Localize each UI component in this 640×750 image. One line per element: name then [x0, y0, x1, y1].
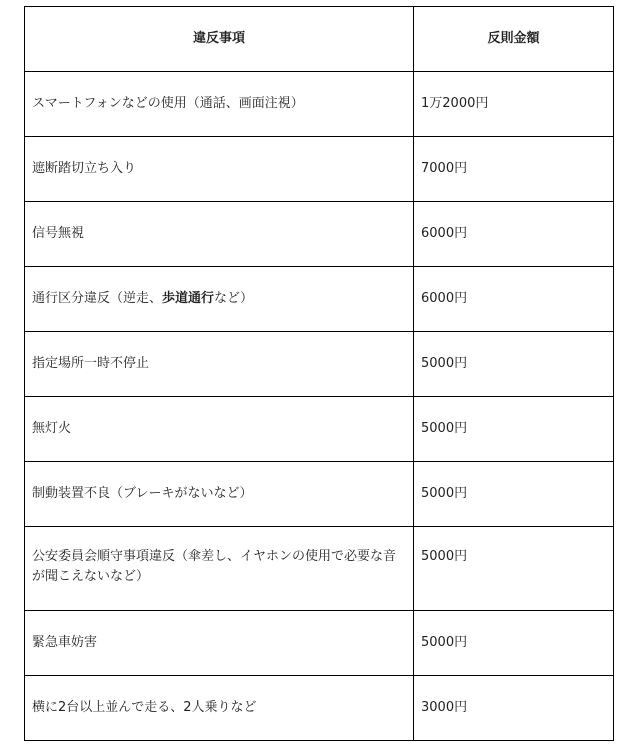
violation-text-suffix: など）	[214, 291, 254, 306]
violation-cell: 遮断踏切立ち入り	[25, 137, 414, 202]
table-row	[25, 397, 614, 462]
table-row	[25, 267, 614, 332]
table-row	[25, 137, 614, 202]
amount-cell: 5000円	[414, 332, 614, 397]
amount-cell: 5000円	[414, 527, 614, 611]
table-row	[25, 611, 614, 676]
table-row	[25, 527, 614, 611]
violation-cell: 横に2台以上並んで走る、2人乗りなど	[25, 676, 414, 741]
violation-cell: 制動装置不良（ブレーキがないなど）	[25, 462, 414, 527]
amount-cell: 3000円	[414, 676, 614, 741]
violation-cell: 公安委員会順守事項違反（傘差し、イヤホンの使用で必要な音が聞こえないなど）	[25, 527, 414, 611]
amount-cell: 5000円	[414, 397, 614, 462]
violation-cell: 緊急車妨害	[25, 611, 414, 676]
violation-cell: スマートフォンなどの使用（通話、画面注視）	[25, 72, 414, 137]
amount-cell: 6000円	[414, 202, 614, 267]
violation-cell: 指定場所一時不停止	[25, 332, 414, 397]
table-row	[25, 676, 614, 741]
amount-cell: 5000円	[414, 462, 614, 527]
table-row	[25, 72, 614, 137]
violation-cell	[25, 267, 414, 332]
table-row	[25, 332, 614, 397]
violation-cell: 無灯火	[25, 397, 414, 462]
violation-text-emphasis: 歩道通行	[162, 291, 215, 306]
amount-cell: 6000円	[414, 267, 614, 332]
amount-cell: 7000円	[414, 137, 614, 202]
header-violation: 違反事項	[25, 7, 414, 72]
table-header-row	[25, 7, 614, 72]
violation-text-prefix: 通行区分違反（逆走、	[32, 291, 163, 306]
amount-cell: 5000円	[414, 611, 614, 676]
fines-table	[24, 6, 614, 741]
table-row	[25, 462, 614, 527]
table-row	[25, 202, 614, 267]
amount-cell: 1万2000円	[414, 72, 614, 137]
violation-cell: 信号無視	[25, 202, 414, 267]
header-amount: 反則金額	[414, 7, 614, 72]
